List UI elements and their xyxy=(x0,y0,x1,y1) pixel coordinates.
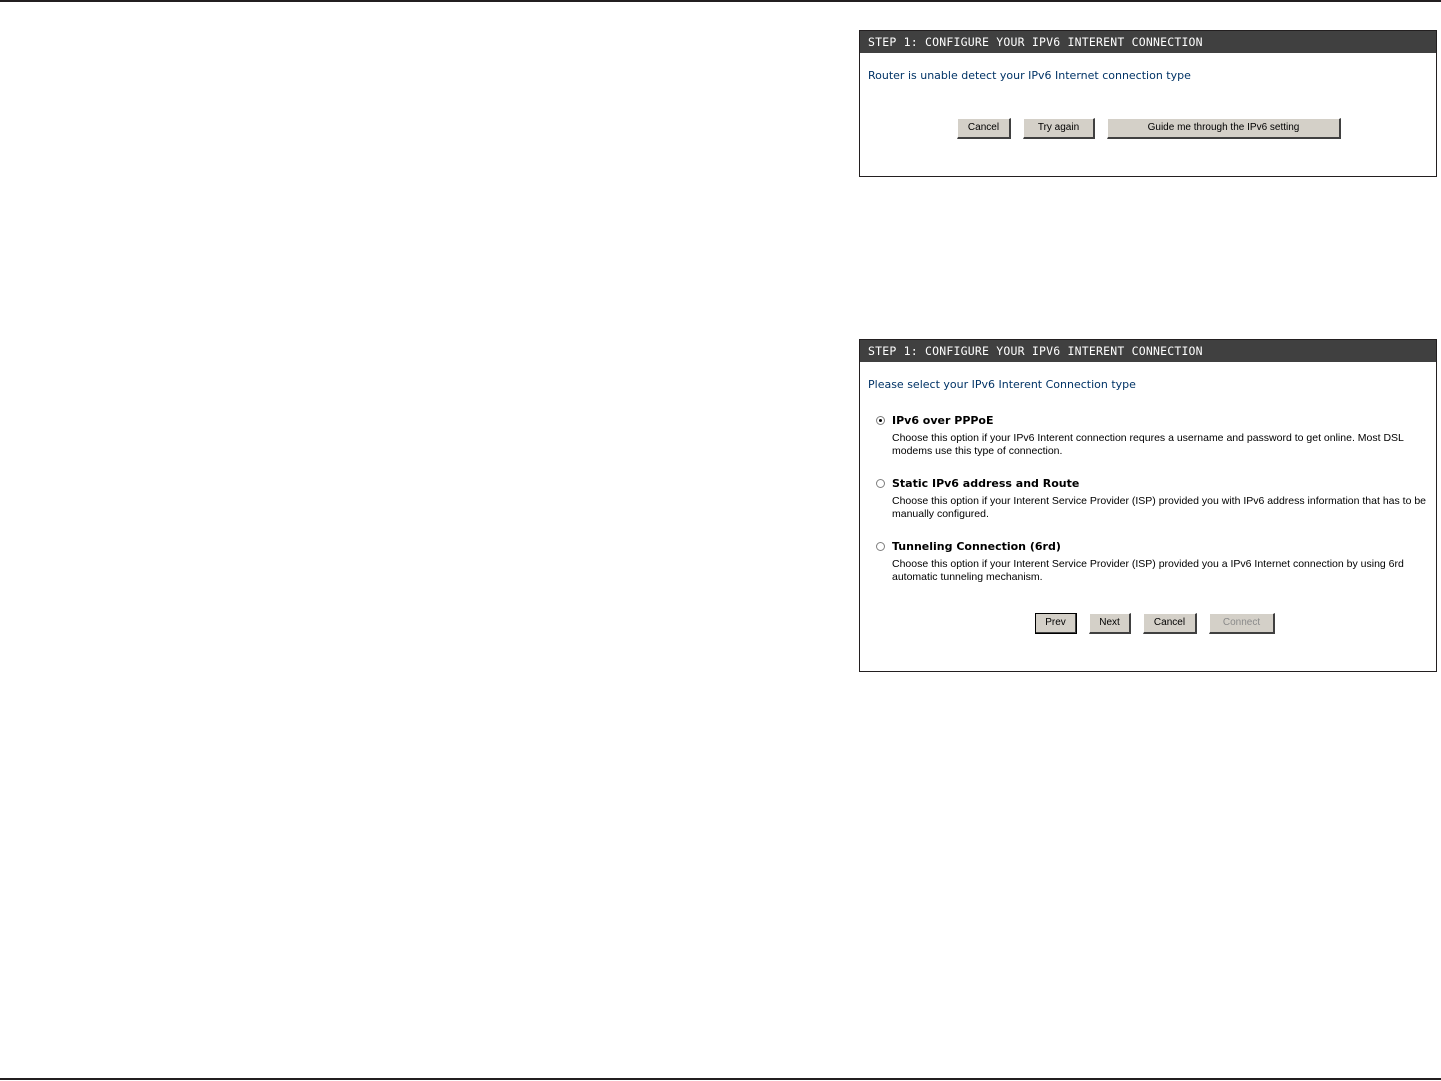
next-button[interactable]: Next xyxy=(1089,613,1131,634)
connection-type-prompt: Please select your IPv6 Interent Connection type xyxy=(868,378,1136,391)
bottom-rule xyxy=(0,1078,1441,1080)
option-title[interactable]: IPv6 over PPPoE xyxy=(892,414,994,427)
option-description: Choose this option if your Interent Service Provider (ISP) provided you a IPv6 Internet connection by using 6rd automatic tunneling mechanism. xyxy=(892,558,1404,583)
radio-ipv6-over-pppoe[interactable] xyxy=(876,416,885,425)
cancel-button[interactable]: Cancel xyxy=(957,118,1011,139)
guide-ipv6-setting-button[interactable]: Guide me through the IPv6 setting xyxy=(1107,118,1341,139)
prev-button[interactable]: Prev xyxy=(1035,613,1077,634)
option-description: Choose this option if your Interent Service Provider (ISP) provided you with IPv6 address information that has to be manually configured. xyxy=(892,495,1427,520)
radio-tunneling-6rd[interactable] xyxy=(876,542,885,551)
radio-static-ipv6[interactable] xyxy=(876,479,885,488)
option-title[interactable]: Static IPv6 address and Route xyxy=(892,477,1080,490)
panel-header: STEP 1: CONFIGURE YOUR IPV6 INTERENT CONNECTION xyxy=(860,31,1436,53)
try-again-button[interactable]: Try again xyxy=(1023,118,1095,139)
panel-header: STEP 1: CONFIGURE YOUR IPV6 INTERENT CONNECTION xyxy=(860,340,1436,362)
option-description: Choose this option if your IPv6 Interent connection requres a username and password to get online. Most DSL modems use this type of connection. xyxy=(892,432,1404,457)
connect-button[interactable]: Connect xyxy=(1209,613,1275,634)
option-title[interactable]: Tunneling Connection (6rd) xyxy=(892,540,1061,553)
top-rule xyxy=(0,0,1441,2)
detect-failed-panel xyxy=(859,30,1437,177)
cancel-button[interactable]: Cancel xyxy=(1143,613,1197,634)
detect-failed-message: Router is unable detect your IPv6 Internet connection type xyxy=(868,69,1191,82)
connection-type-panel xyxy=(859,339,1437,672)
